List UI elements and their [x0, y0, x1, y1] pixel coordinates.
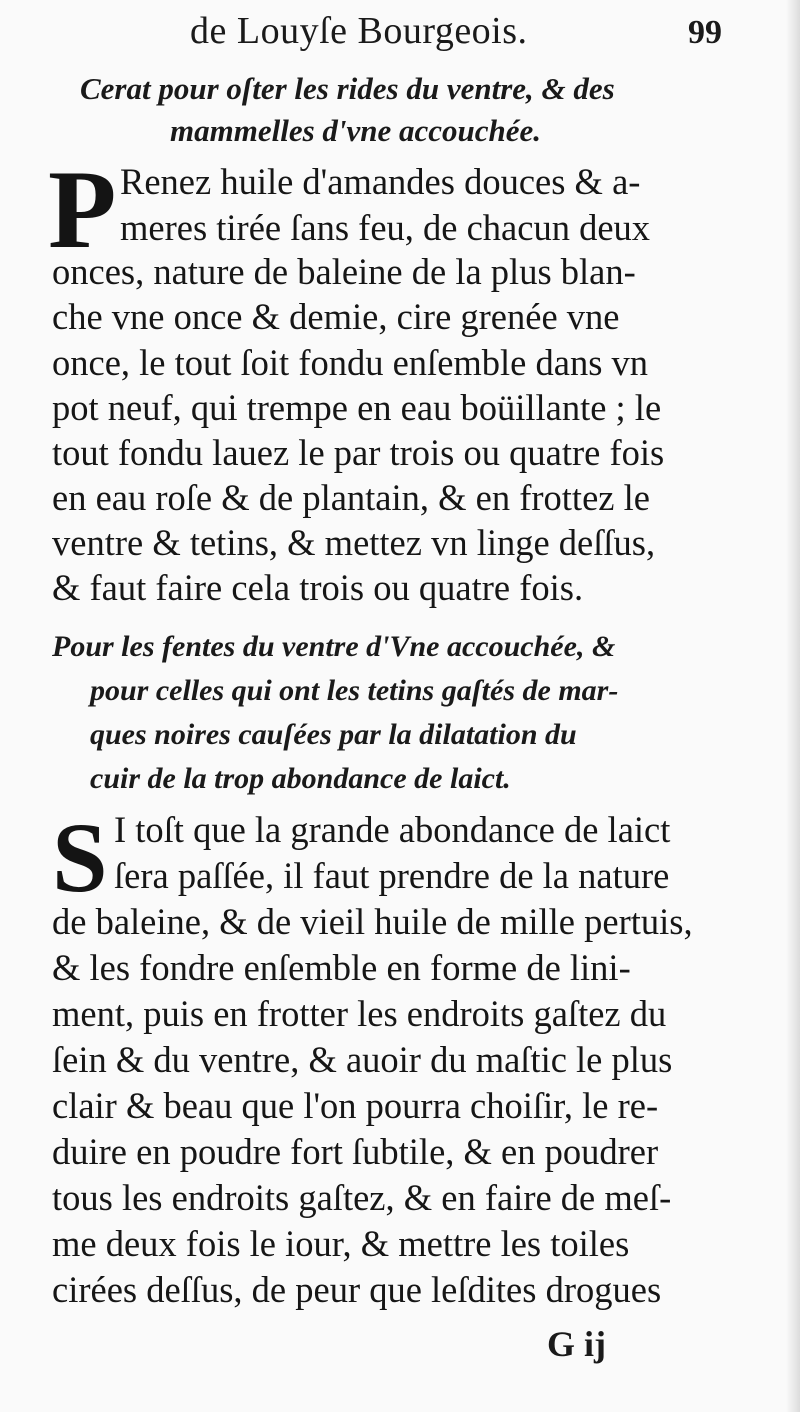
- recipe-2-line-8: duire en poudre fort ſubtile, & en poudrer: [52, 1131, 659, 1172]
- recipe-1-line-2: meres tirée ſans feu, de chacun deux: [120, 207, 651, 248]
- recipe-1-line-1: Renez huile d'amandes douces & a-: [120, 161, 641, 202]
- recipe-2-line-5: ment, puis en frotter les endroits gaſtez du: [52, 993, 667, 1034]
- recipe-2-heading-line-3: ques noires cauſées par la dilatation du: [90, 718, 577, 751]
- recipe-2-line-10: me deux fois le iour, & mettre les toiles: [52, 1223, 630, 1264]
- dropcap-p: P: [48, 148, 117, 272]
- recipe-2-line-4: & les fondre enſemble en forme de lini-: [52, 947, 631, 988]
- recipe-1-line-7: tout fondu lauez le par trois ou quatre fois: [52, 432, 665, 473]
- recipe-1-heading-line-1: Cerat pour oſter les rides du ventre, & des: [80, 71, 615, 106]
- dropcap-s: S: [52, 802, 108, 913]
- recipe-1-heading-line-2: mammelles d'vne accouchée.: [170, 113, 542, 148]
- recipe-2-heading-line-1: Pour les fentes du ventre d'Vne accouchée, &: [52, 630, 616, 663]
- recipe-2-line-9: tous les endroits gaſtez, & en faire de meſ-: [52, 1177, 672, 1218]
- signature-mark: G ij: [547, 1324, 606, 1364]
- recipe-2-line-1: I toſt que la grande abondance de laict: [114, 809, 671, 850]
- recipe-1-line-5: once, le tout ſoit fondu enſemble dans vn: [52, 342, 649, 383]
- recipe-1-line-6: pot neuf, qui trempe en eau boüillante ; le: [52, 387, 662, 428]
- recipe-1-line-9: ventre & tetins, & mettez vn linge deſſus,: [52, 522, 656, 563]
- recipe-2-heading-line-4: cuir de la trop abondance de laict.: [90, 762, 511, 795]
- recipe-1-line-4: che vne once & demie, cire grenée vne: [52, 296, 620, 337]
- recipe-2-heading-line-2: pour celles qui ont les tetins gaſtés de mar-: [90, 674, 619, 707]
- page-number: 99: [688, 14, 722, 51]
- recipe-2-line-7: clair & beau que l'on pourra choiſir, le re-: [52, 1085, 659, 1126]
- recipe-1-line-8: en eau roſe & de plantain, & en frottez le: [52, 477, 650, 518]
- recipe-2-line-11: cirées deſſus, de peur que leſdites drogues: [52, 1269, 662, 1310]
- recipe-1-line-3: onces, nature de baleine de la plus blan-: [52, 251, 636, 292]
- recipe-2-line-3: de baleine, & de vieil huile de mille pertuis,: [52, 901, 693, 942]
- recipe-2-line-6: ſein & du ventre, & auoir du maſtic le plus: [52, 1039, 673, 1080]
- page-edge-shadow: [786, 0, 800, 1412]
- running-head: [0, 6, 800, 60]
- recipe-2-line-2: ſera paſſée, il faut prendre de la nature: [114, 855, 670, 896]
- recipe-1-line-10: & faut faire cela trois ou quatre fois.: [52, 567, 584, 608]
- running-title: de Louyſe Bourgeois.: [190, 10, 528, 52]
